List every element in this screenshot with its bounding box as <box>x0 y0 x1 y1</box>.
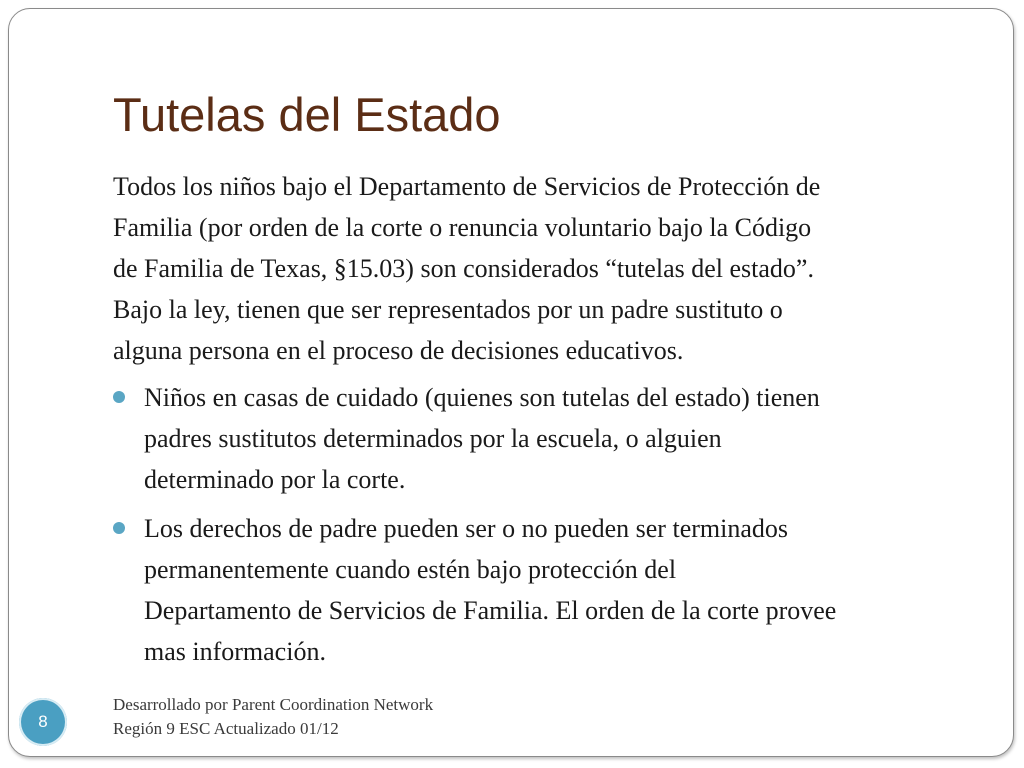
bullet-item <box>113 377 983 500</box>
slide-title: Tutelas del Estado <box>113 88 501 141</box>
bullet-line: padres sustitutos determinados por la escuela, o alguien <box>144 424 722 453</box>
intro-line: alguna persona en el proceso de decisiones educativos. <box>113 336 684 365</box>
intro-paragraph <box>113 166 983 371</box>
intro-line: Todos los niños bajo el Departamento de Servicios de Protección de <box>113 172 821 201</box>
footer-line-credit: Desarrollado por Parent Coordination Network <box>113 695 434 714</box>
footer-line-region: Región 9 ESC Actualizado 01/12 <box>113 719 339 738</box>
bullet-line: Niños en casas de cuidado (quienes son tutelas del estado) tienen <box>144 383 820 412</box>
bullet-list <box>113 377 983 672</box>
bullet-dot-icon <box>113 391 125 403</box>
bullet-line: Los derechos de padre pueden ser o no pueden ser terminados <box>144 514 788 543</box>
slide-footer <box>113 693 433 741</box>
page-number-badge: 8 <box>19 698 67 746</box>
intro-line: de Familia de Texas, §15.03) son considerados “tutelas del estado”. <box>113 254 814 283</box>
intro-line: Familia (por orden de la corte o renuncia voluntario bajo la Código <box>113 213 812 242</box>
slide-body <box>113 166 983 680</box>
bullet-line: permanentemente cuando estén bajo protección del <box>144 555 677 584</box>
bullet-line: Departamento de Servicios de Familia. El orden de la corte provee <box>144 596 837 625</box>
intro-line: Bajo la ley, tienen que ser representados por un padre sustituto o <box>113 295 783 324</box>
bullet-line: mas información. <box>144 637 326 666</box>
bullet-line: determinado por la corte. <box>144 465 406 494</box>
bullet-dot-icon <box>113 522 125 534</box>
bullet-item <box>113 508 983 672</box>
